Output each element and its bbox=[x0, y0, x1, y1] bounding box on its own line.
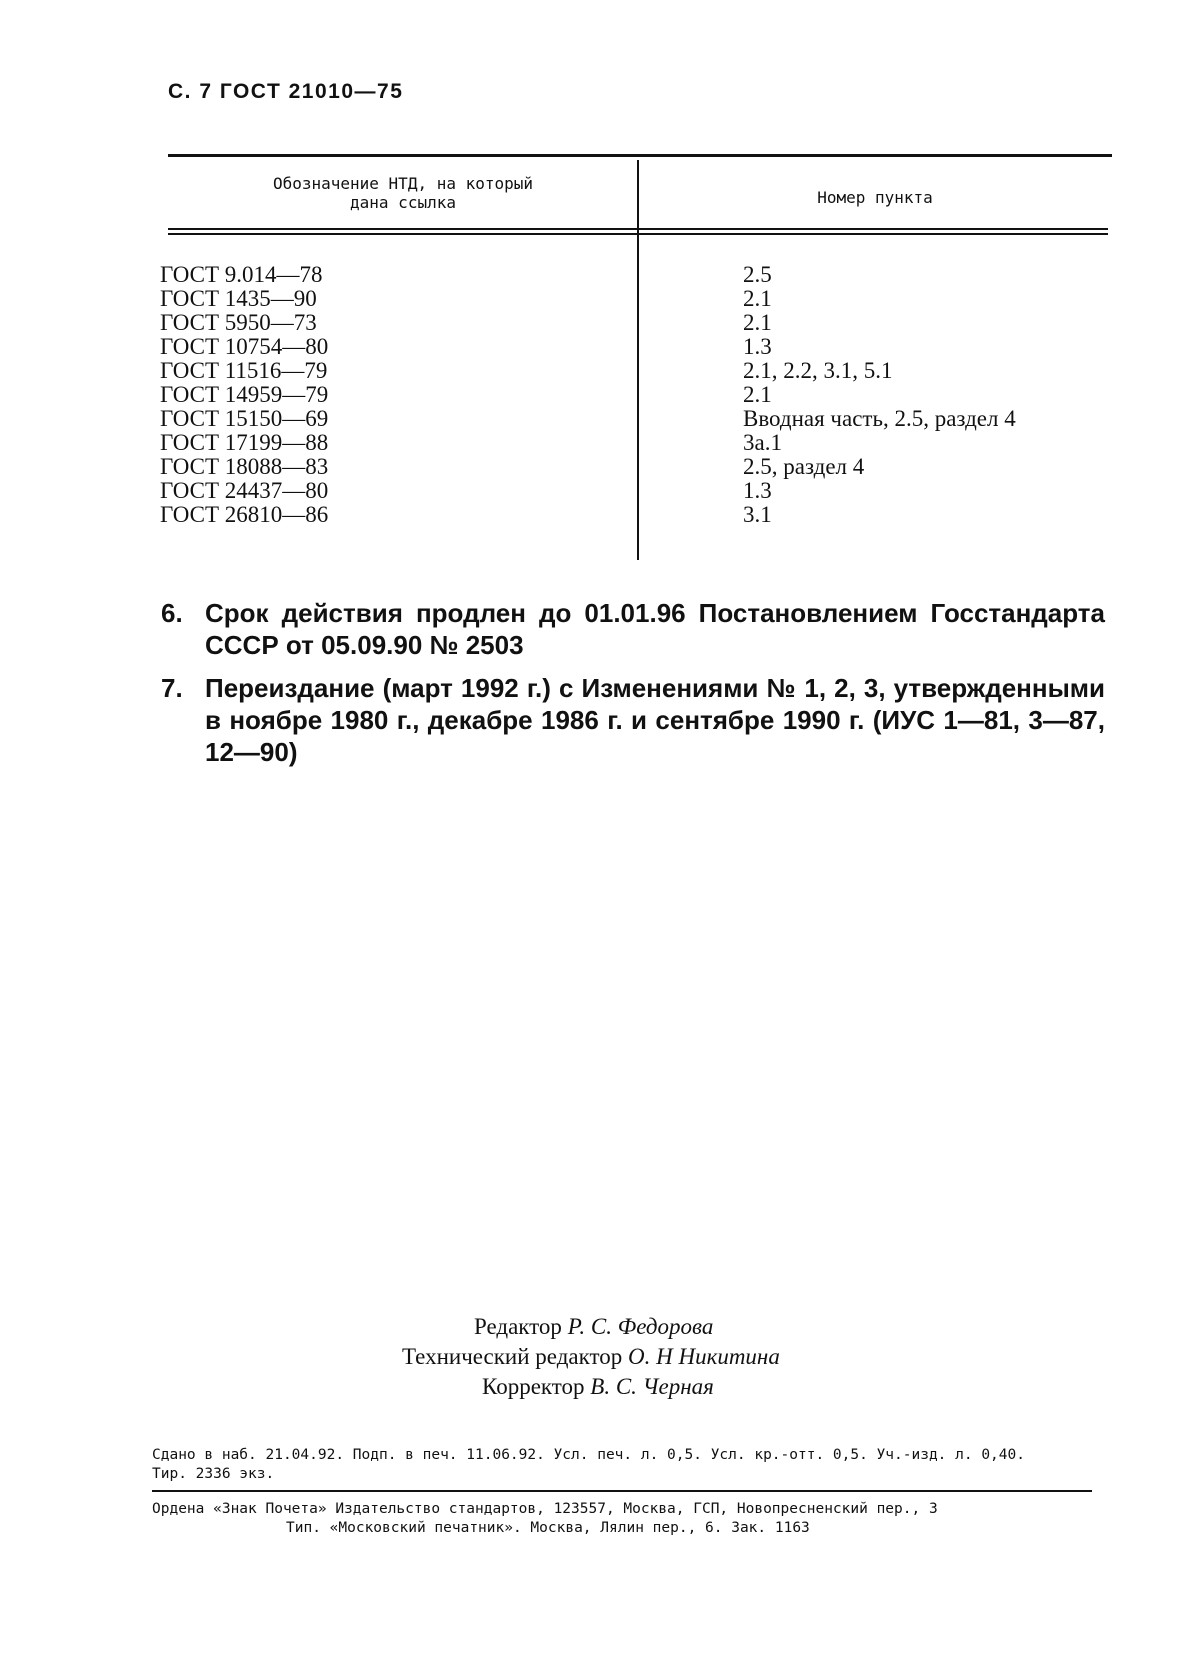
tech-editor-label: Технический редактор bbox=[402, 1344, 623, 1369]
table-row-clause: 2.1, 2.2, 3.1, 5.1 bbox=[743, 358, 893, 383]
corrector-name: В. С. Черная bbox=[590, 1374, 714, 1399]
table-row-ref: ГОСТ 5950—73 bbox=[160, 310, 317, 335]
note-text: Переиздание (март 1992 г.) с Изменениями № 1, 2, 3, утвержденными в ноябре 1980 г., декабре 1986 г. и сентябре 1990 г. (ИУС 1—81, 3—87, 12—90) bbox=[205, 673, 1105, 767]
table-header-ref-line2: дана ссылка bbox=[350, 193, 456, 212]
imprint-line-2: Тир. 2336 экз. bbox=[152, 1466, 275, 1482]
corrector-label: Корректор bbox=[482, 1374, 585, 1399]
table-row-clause: Вводная часть, 2.5, раздел 4 bbox=[743, 406, 1016, 431]
table-row-clause: 3.1 bbox=[743, 502, 772, 527]
table-column-divider bbox=[637, 160, 639, 560]
corrector-line bbox=[482, 1372, 714, 1402]
editor-label: Редактор bbox=[474, 1314, 562, 1339]
table-row-ref: ГОСТ 9.014—78 bbox=[160, 262, 323, 287]
page-header: С. 7 ГОСТ 21010—75 bbox=[168, 80, 404, 103]
table-row-clause: 2.1 bbox=[743, 286, 772, 311]
table-top-rule bbox=[168, 154, 1112, 157]
table-ref-column bbox=[160, 263, 328, 527]
table-row-clause: 3а.1 bbox=[743, 430, 782, 455]
table-row-ref: ГОСТ 17199—88 bbox=[160, 430, 329, 455]
table-row-ref: ГОСТ 11516—79 bbox=[160, 358, 328, 383]
table-clause-column bbox=[743, 263, 1016, 527]
table-row-clause: 2.1 bbox=[743, 310, 772, 335]
imprint-line-4: Тип. «Московский печатник». Москва, Лялин пер., 6. Зак. 1163 bbox=[286, 1520, 810, 1536]
imprint-rule bbox=[152, 1490, 1092, 1492]
imprint-line-3: Ордена «Знак Почета» Издательство стандартов, 123557, Москва, ГСП, Новопресненский пер., 3 bbox=[152, 1501, 938, 1517]
note-7 bbox=[161, 672, 1105, 768]
table-row-clause: 1.3 bbox=[743, 478, 772, 503]
note-6 bbox=[161, 597, 1105, 661]
table-header-clause: Номер пункта bbox=[817, 188, 933, 207]
table-header-ref-line1: Обозначение НТД, на который bbox=[272, 174, 534, 193]
table-row-ref: ГОСТ 14959—79 bbox=[160, 382, 329, 407]
table-header-ref bbox=[170, 174, 636, 212]
editor-line bbox=[474, 1312, 713, 1342]
table-row-clause: 2.1 bbox=[743, 382, 772, 407]
table-row-ref: ГОСТ 24437—80 bbox=[160, 478, 329, 503]
tech-editor-name: О. Н Никитина bbox=[627, 1344, 780, 1369]
table-row-ref: ГОСТ 1435—90 bbox=[160, 286, 317, 311]
table-row-clause: 2.5 bbox=[743, 262, 772, 287]
table-row-ref: ГОСТ 26810—86 bbox=[160, 502, 329, 527]
imprint-line-1: Сдано в наб. 21.04.92. Подп. в печ. 11.06.92. Усл. печ. л. 0,5. Усл. кр.-отт. 0,5. Уч.-изд. л. 0,40. bbox=[152, 1447, 1025, 1463]
table-row-clause: 1.3 bbox=[743, 334, 772, 359]
note-number: 6. bbox=[161, 598, 183, 628]
table-row-ref: ГОСТ 18088—83 bbox=[160, 454, 329, 479]
note-number: 7. bbox=[161, 673, 183, 703]
table-row-ref: ГОСТ 15150—69 bbox=[160, 406, 329, 431]
tech-editor-line bbox=[402, 1342, 780, 1372]
note-text: Срок действия продлен до 01.01.96 Постановлением Госстандарта СССР от 05.09.90 № 2503 bbox=[205, 598, 1105, 660]
editor-name: Р. С. Федорова bbox=[567, 1314, 714, 1339]
table-row-clause: 2.5, раздел 4 bbox=[743, 454, 865, 479]
table-row-ref: ГОСТ 10754—80 bbox=[160, 334, 329, 359]
